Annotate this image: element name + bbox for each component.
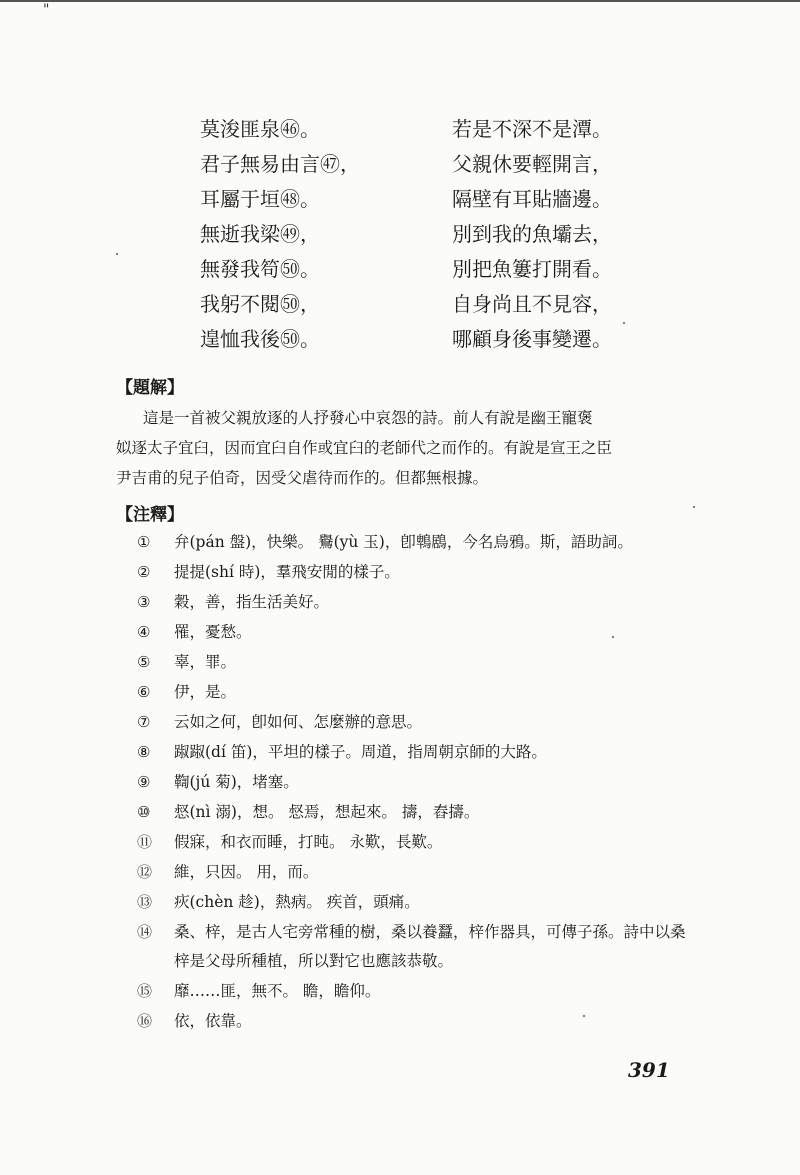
note-text: 辜，罪。 (174, 653, 237, 671)
notes-list (0, 528, 800, 1037)
note-text: 弁(pán 盤)，快樂。 鸒(yù 玉)，卽鵯鶋，今名烏鴉。斯，語助詞。 (174, 533, 633, 551)
note-text: 云如之何，卽如何、怎麼辦的意思。 (174, 713, 423, 731)
note-item (0, 588, 800, 617)
poem-original-line: 耳屬于垣㊽。 (200, 187, 320, 211)
poem-row (0, 220, 800, 255)
note-number: ③ (137, 593, 151, 611)
poem-translation-line: 別到我的魚壩去， (452, 222, 612, 246)
note-number: ⑫ (137, 863, 153, 881)
tijie-heading: 【題解】 (116, 378, 184, 398)
note-item (0, 1007, 800, 1036)
note-number: ⑮ (137, 982, 153, 1000)
poem-translation-line: 自身尚且不見容， (452, 292, 612, 316)
note-item (0, 977, 800, 1006)
poem-block (0, 115, 800, 360)
note-number: ⑥ (137, 683, 151, 701)
tijie-line: 姒逐太子宜臼，因而宜臼自作或宜臼的老師代之而作的。有說是宣王之臣 (116, 439, 613, 457)
note-text: 疢(chèn 趁)，熱病。 疾首，頭痛。 (174, 893, 420, 911)
poem-translation-line: 若是不深不是潭。 (452, 117, 612, 141)
note-item (0, 558, 800, 587)
tijie-line: 這是一首被父親放逐的人抒發心中哀怨的詩。前人有說是幽王寵褒 (143, 409, 593, 427)
note-text: 桑、梓，是古人宅旁常種的樹，桑以養蠶，梓作器具，可傳子孫。詩中以桑梓是父母所種植，所以對它也應該恭敬。 (174, 923, 686, 970)
note-text: 伊，是。 (174, 683, 237, 701)
note-item (0, 738, 800, 767)
note-item (0, 678, 800, 707)
poem-row (0, 185, 800, 220)
note-item (0, 708, 800, 737)
poem-row (0, 325, 800, 360)
note-item (0, 648, 800, 677)
note-item (0, 918, 800, 976)
poem-translation-line: 隔壁有耳貼牆邊。 (452, 187, 612, 211)
note-number: ⑩ (137, 803, 151, 821)
note-number: ① (137, 533, 151, 551)
note-text: 穀，善，指生活美好。 (174, 593, 330, 611)
note-number: ⑭ (137, 923, 153, 941)
note-text: 依，依靠。 (174, 1012, 252, 1030)
note-text: 惄(nì 溺)，想。 惄焉，想起來。 擣，舂擣。 (174, 803, 480, 821)
note-text: 假寐，和衣而睡，打盹。 永歎，長歎。 (174, 833, 443, 851)
note-text: 維，只因。 用，而。 (174, 863, 319, 881)
poem-original-line: 無發我笱㊿。 (200, 257, 320, 281)
top-border-line (0, 0, 800, 2)
poem-row (0, 150, 800, 185)
poem-row (0, 115, 800, 150)
note-item (0, 528, 800, 557)
scan-speck (693, 506, 695, 508)
poem-original-line: 莫浚匪泉㊻。 (200, 117, 320, 141)
note-text: 提提(shí 時)，羣飛安閒的樣子。 (174, 563, 400, 581)
note-item (0, 798, 800, 827)
poem-original-line: 遑恤我後㊿。 (200, 327, 320, 351)
note-text: 靡……匪，無不。 瞻，瞻仰。 (174, 982, 381, 1000)
note-number: ⑧ (137, 743, 151, 761)
note-item (0, 768, 800, 797)
poem-row (0, 255, 800, 290)
poem-original-line: 無逝我梁㊾， (200, 222, 320, 246)
note-number: ④ (137, 623, 151, 641)
note-number: ⑤ (137, 653, 151, 671)
poem-translation-line: 父親休要輕開言， (452, 152, 612, 176)
scan-speck (623, 322, 625, 324)
note-number: ⑪ (137, 833, 153, 851)
note-text: 踧踧(dí 笛)，平坦的樣子。周道，指周朝京師的大路。 (174, 743, 547, 761)
note-number: ⑬ (137, 893, 153, 911)
note-item (0, 888, 800, 917)
note-number: ⑯ (137, 1012, 153, 1030)
note-number: ⑦ (137, 713, 151, 731)
note-item (0, 858, 800, 887)
scan-speck (116, 253, 118, 255)
tijie-paragraph (116, 403, 686, 493)
scan-speck (612, 636, 614, 638)
poem-row (0, 290, 800, 325)
note-text: 鞫(jú 菊)，堵塞。 (174, 773, 299, 791)
note-number: ⑨ (137, 773, 151, 791)
scan-speck (583, 1015, 585, 1017)
poem-original-line: 君子無易由言㊼， (200, 152, 360, 176)
top-mark: " (43, 2, 50, 18)
note-item (0, 618, 800, 647)
poem-translation-line: 哪顧身後事變遷。 (452, 327, 612, 351)
note-number: ② (137, 563, 151, 581)
note-text: 罹，憂愁。 (174, 623, 252, 641)
tijie-line: 尹吉甫的兒子伯奇，因受父虐待而作的。但都無根據。 (116, 469, 489, 487)
zhushi-heading: 【注釋】 (116, 505, 184, 525)
note-item (0, 828, 800, 857)
poem-translation-line: 別把魚簍打開看。 (452, 257, 612, 281)
page-number: 391 (628, 1058, 670, 1082)
poem-original-line: 我躬不閱㊿， (200, 292, 320, 316)
